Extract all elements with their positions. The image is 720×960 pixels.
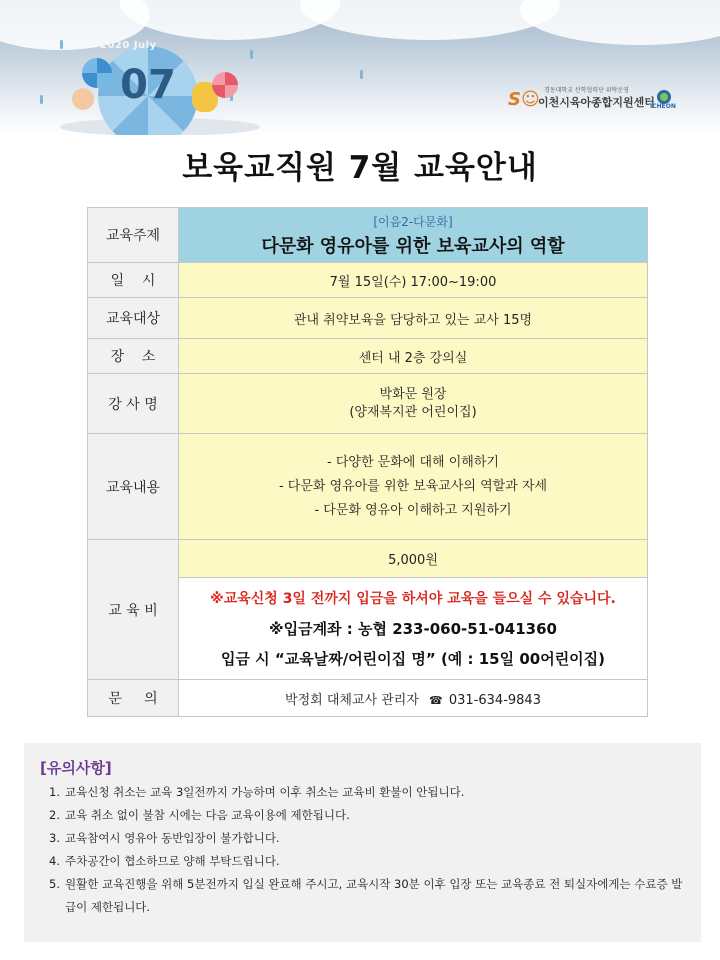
education-info-table [87,207,648,717]
topic-title: 다문화 영유아를 위한 보육교사의 역할 [261,235,565,257]
value-inquiry [179,680,648,717]
notes-box [24,743,701,942]
note-text: 교육참여시 영유아 동반입장이 불가합니다. [65,831,280,845]
small-umbrella-icon [82,58,112,88]
table-row-place [88,339,648,374]
list-item [49,804,689,827]
logo-center-name: 이천시육아종합지원센터 [538,96,655,109]
value-fee-amount: 5,000원 [179,540,648,578]
lecturer-affiliation: (양재복지관 어린이집) [349,404,477,420]
table-row-inquiry [88,680,648,717]
list-item [49,781,689,804]
value-lecturer [179,374,648,434]
note-text: 교육 취소 없이 불참 시에는 다음 교육이용에 제한됩니다. [65,808,350,822]
list-item: - 다문화 영유아 이해하고 지원하기 [314,502,512,518]
year-label: 2020 July [100,40,157,51]
notes-title: [유의사항] [40,759,112,777]
label-lecturer: 강 사 명 [88,374,179,434]
logo-city-text: ICHEON [650,103,676,110]
header-banner [0,0,720,135]
logo-operator-text: 경동대학교 산학협력단 위탁운영 [544,87,629,94]
value-datetime: 7월 15일(수) 17:00~19:00 [179,263,648,298]
list-item [49,850,689,873]
content-list [279,451,547,523]
page-title: 보육교직원 7월 교육안내 [182,150,538,186]
table-row-datetime [88,263,648,298]
red-umbrella-icon [212,72,238,98]
table-row-lecturer [88,374,648,434]
deposit-format: 입금 시 “교육날짜/어린이집 명” (예 : 15일 00어린이집) [220,649,606,668]
note-number: 3. [49,831,60,845]
label-inquiry: 문 의 [88,680,179,717]
table-row-fee [88,540,648,578]
phone-icon: ☎ [429,693,443,707]
note-number: 4. [49,854,60,868]
label-target: 교육대상 [88,298,179,339]
deposit-deadline-notice: ※교육신청 3일 전까지 입금을 하셔야 교육을 들으실 수 있습니다. [210,590,616,607]
list-item [49,873,689,919]
notes-list [49,781,689,919]
raindrop-icon [250,50,253,59]
value-topic [179,208,648,263]
label-place: 장 소 [88,339,179,374]
value-content [179,434,648,540]
center-logo [508,85,708,115]
table-row-target [88,298,648,339]
inquiry-phone: 031-634-9843 [448,692,541,708]
value-fee-notice [179,578,648,680]
list-item: - 다문화 영유아를 위한 보육교사의 역할과 자세 [278,478,548,494]
note-number: 2. [49,808,60,822]
cloud-decoration [520,0,720,45]
note-text: 교육신청 취소는 교육 3일전까지 가능하며 이후 취소는 교육비 환불이 안됩니다. [65,785,465,799]
list-item [49,827,689,850]
label-fee: 교 육 비 [88,540,179,680]
inquiry-contact: 박정회 대체교사 관리자 [285,692,419,708]
label-datetime: 일 시 [88,263,179,298]
note-text: 주차공간이 협소하므로 양해 부탁드립니다. [65,854,280,868]
raindrop-icon [40,95,43,104]
list-item: - 다양한 문화에 대해 이해하기 [327,454,499,470]
label-topic: 교육주제 [88,208,179,263]
raindrop-icon [360,70,363,79]
note-number: 1. [49,785,60,799]
month-number: 07 [120,62,176,108]
child-illustration-icon [72,88,94,110]
lecturer-name: 박화문 원장 [379,386,447,402]
topic-tag: [이음2-다문화] [373,214,453,229]
raindrop-icon [60,40,63,49]
label-content: 교육내용 [88,434,179,540]
value-place: 센터 내 2층 강의실 [179,339,648,374]
logo-mark-icon: S☺ [508,89,540,110]
deposit-account: ※입금계좌 : 농협 233-060-51-041360 [269,619,557,638]
table-row-content [88,434,648,540]
value-target: 관내 취약보육을 담당하고 있는 교사 15명 [179,298,648,339]
note-text: 원활한 교육진행을 위해 5분전까지 입실 완료해 주시고, 교육시작 30분 이후 입장 또는 교육종료 전 퇴실자에게는 수료증 발급이 제한됩니다. [65,877,683,914]
table-row-topic [88,208,648,263]
note-number: 5. [49,877,60,891]
